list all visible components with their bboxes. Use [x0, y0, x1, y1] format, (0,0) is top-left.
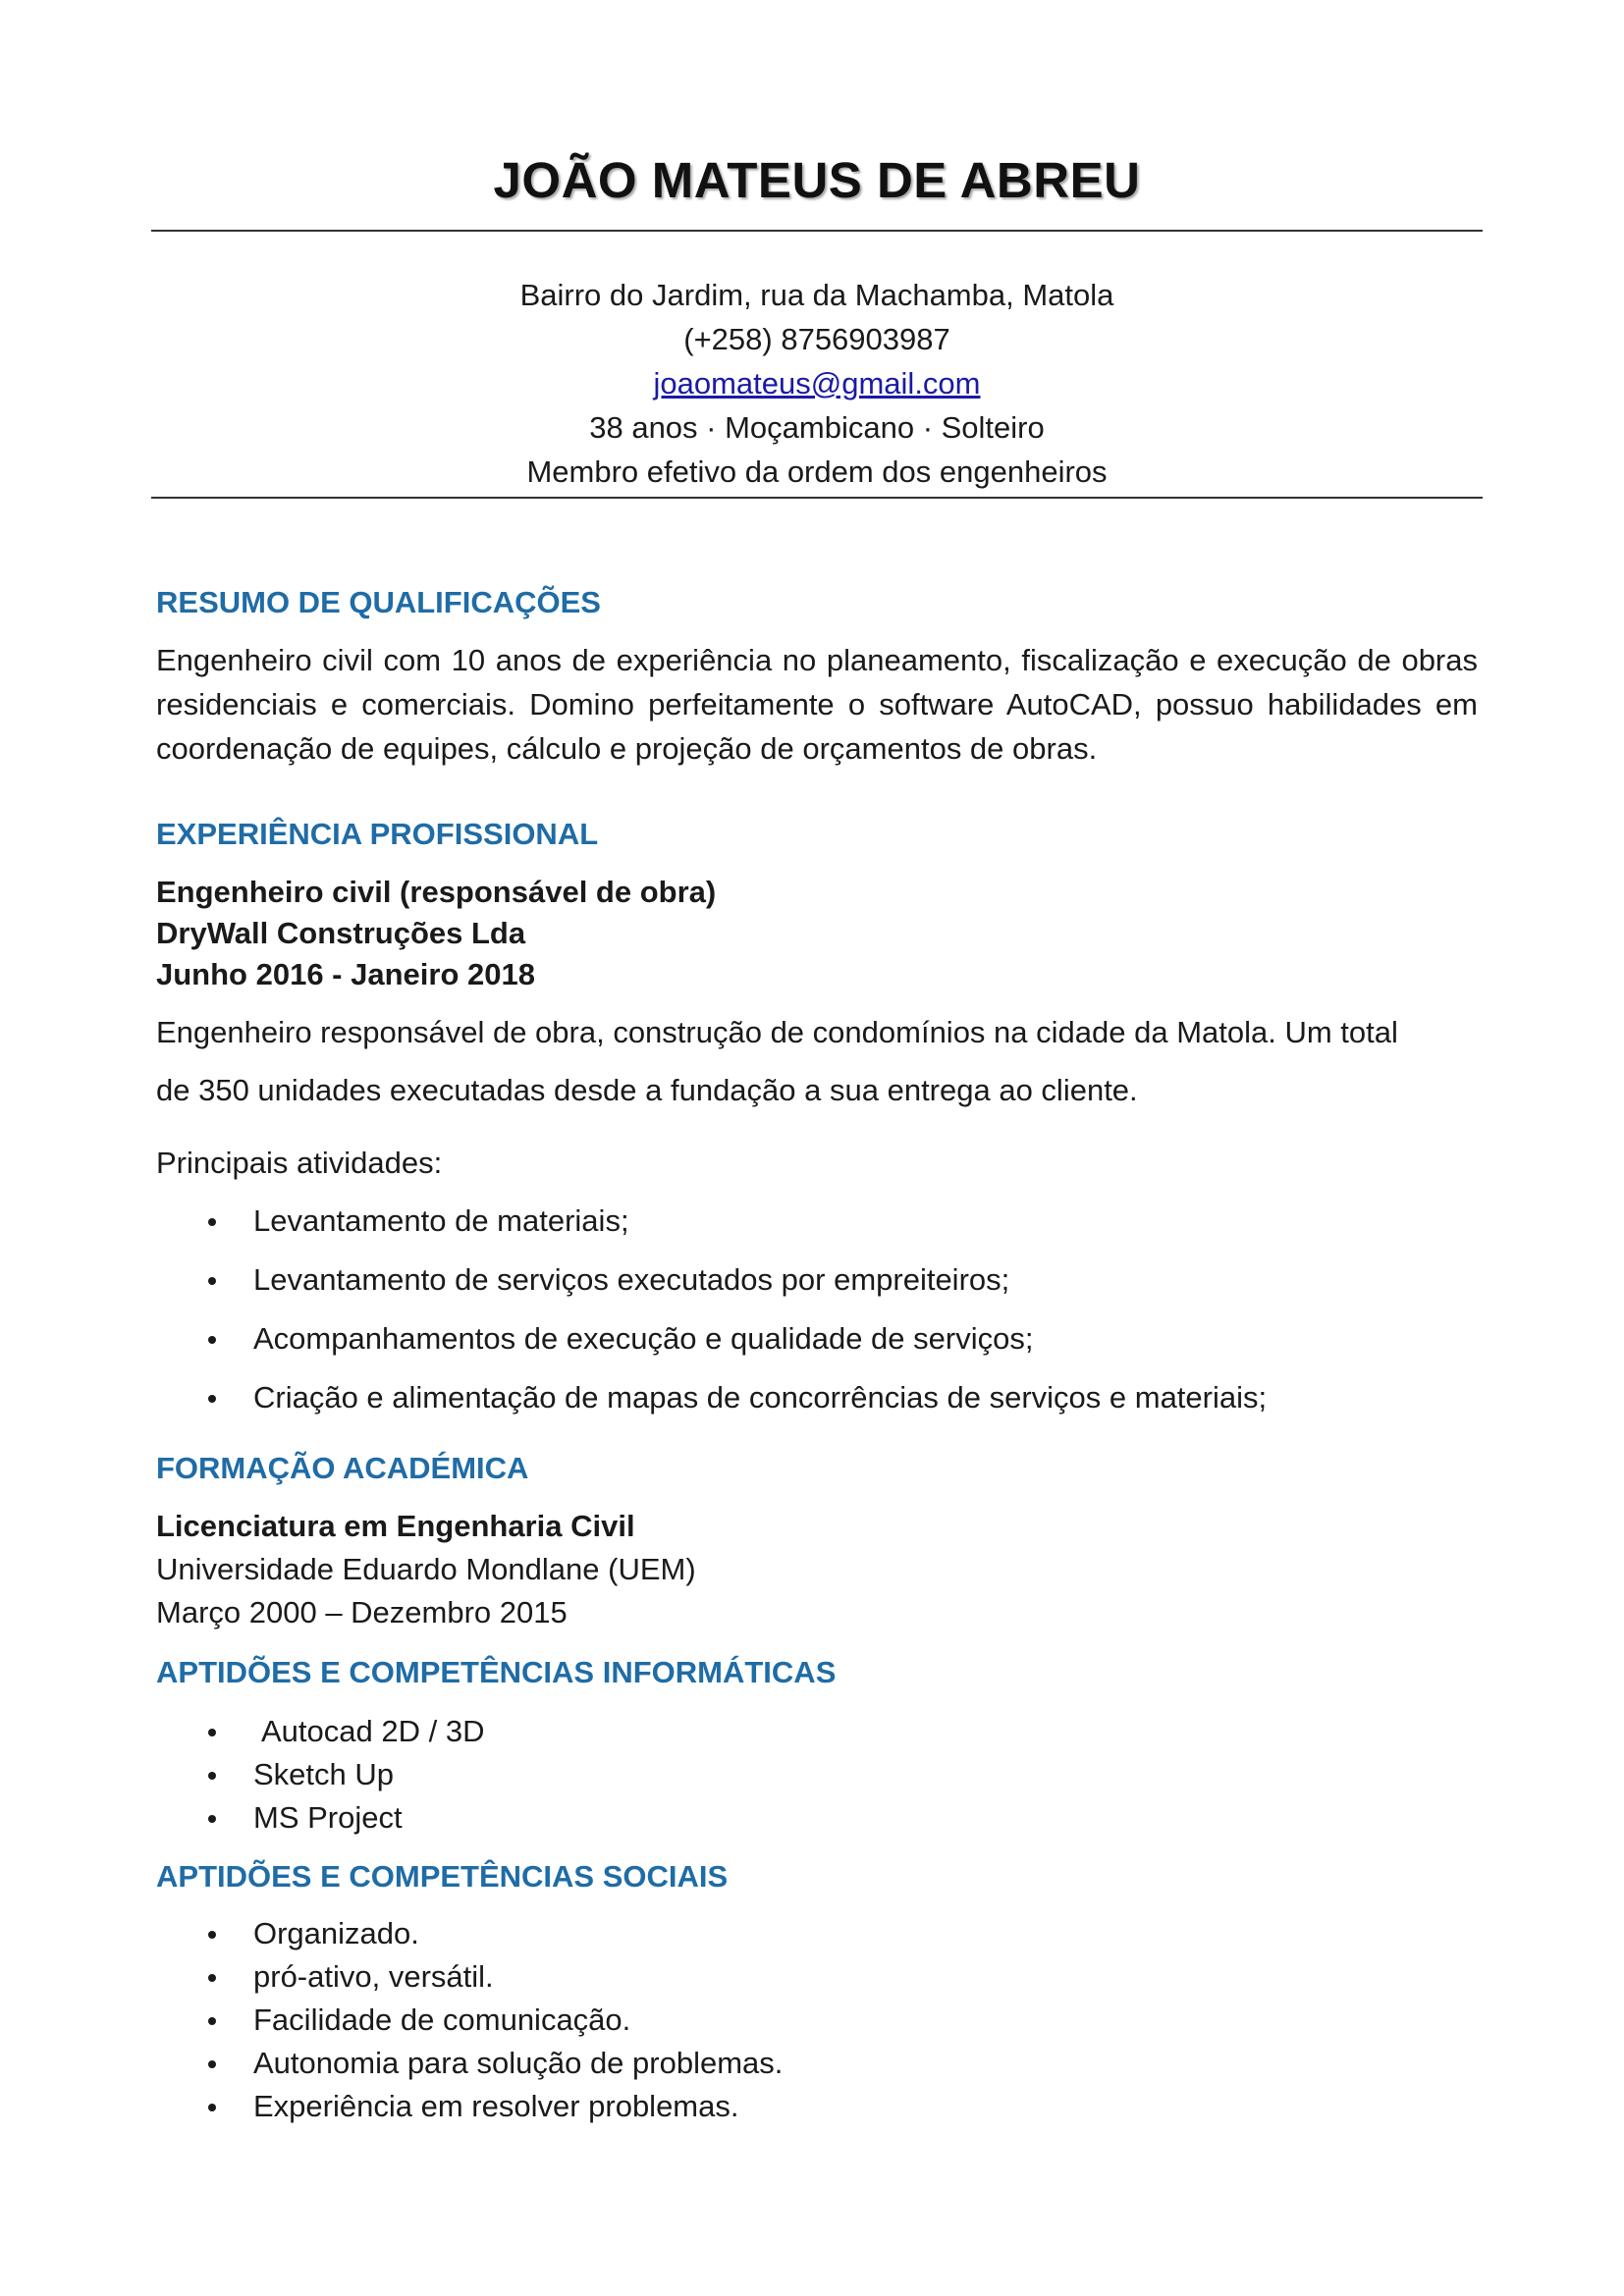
experience-role: Engenheiro civil (responsável de obra) [156, 875, 717, 909]
bullet-icon [208, 2017, 216, 2025]
membership: Membro efetivo da ordem dos engenheiros [526, 454, 1108, 489]
address: Bairro do Jardim, rua da Machamba, Matola [519, 278, 1114, 312]
education-period: Março 2000 – Dezembro 2015 [156, 1595, 568, 1629]
social-skills-title: APTIDÕES E COMPETÊNCIAS SOCIAIS [156, 1859, 729, 1894]
bullet-icon [208, 1218, 216, 1226]
education-title: FORMAÇÃO ACADÉMICA [156, 1451, 529, 1485]
bullet-icon [208, 1931, 216, 1939]
experience-title: EXPERIÊNCIA PROFISSIONAL [156, 817, 599, 851]
summary-title: RESUMO DE QUALIFICAÇÕES [156, 585, 601, 619]
education-degree: Licenciatura em Engenharia Civil [156, 1509, 635, 1543]
it-skills-title: APTIDÕES E COMPETÊNCIAS INFORMÁTICAS [156, 1655, 837, 1689]
experience-period: Junho 2016 - Janeiro 2018 [156, 957, 535, 991]
candidate-name: JOÃO MATEUS DE ABREU [493, 152, 1141, 208]
personal-info: 38 anos · Moçambicano · Solteiro [589, 410, 1045, 445]
header-bottom-divider [151, 497, 1483, 499]
experience-description-line2: de 350 unidades executadas desde a fundação a sua entrega ao cliente. [156, 1073, 1138, 1107]
activities-label: Principais atividades: [156, 1146, 443, 1180]
bullet-icon [208, 1815, 216, 1823]
header-top-divider [151, 230, 1483, 232]
bullet-icon [208, 1772, 216, 1780]
experience-description-line1: Engenheiro responsável de obra, construção de condomínios na cidade da Matola. Um total [156, 1015, 1398, 1049]
contact-block [151, 273, 1483, 494]
bullet-icon [208, 2104, 216, 2111]
bullet-icon [208, 1395, 216, 1403]
phone: (+258) 8756903987 [683, 322, 950, 356]
experience-company: DryWall Construções Lda [156, 916, 526, 950]
bullet-icon [208, 1277, 216, 1285]
bullet-icon [208, 2060, 216, 2068]
summary-text: Engenheiro civil com 10 anos de experiência no planeamento, fiscalização e execução de obras residenciais e comerciais. Domino perfeitamente o software AutoCAD, possuo habilidades em coordenação de equipes, cálculo e projeção de orçamentos de obras. [156, 643, 1478, 766]
email-link[interactable]: joaomateus@gmail.com [653, 366, 981, 400]
bullet-icon [208, 1729, 216, 1736]
resume-page: JOÃO MATEUS DE ABREU Bairro do Jardim, rua da Machamba, Matola (+258) 8756903987 joaomateus@gmail.com 38 anos · Moçambicano · Solteiro Membro efetivo da ordem dos engenheiros RESUMO DE QUALIFICAÇÕES Engenheiro civil com 10 anos de experiência no planeamento, fiscalização e execução de obras residenciais e comerciais. Domino perfeitamente o software AutoCAD, possuo habilidades em coordenação de equipes, cálculo e projeção de orçamentos de obras. EXPERIÊNCIA PROFISSIONAL Engenheiro civil (responsável de obra) DryWall Construções Lda Junho 2016 - Janeiro 2018 Engenheiro responsável de obra, construção de condomínios na cidade da Matola. Um total de 350 unidades executadas desde a fundação a sua entrega ao cliente. Principais atividades: Levantamento de materiais; Levantamento de serviços executados por empreiteiros; Acompanhamentos de execução e qualidade de serviços; Criação e alimentação de mapas de concorrências de serviços e materiais; FORMAÇÃO ACADÉMICA Licenciatura em Engenharia Civil Universidade Eduardo Mondlane (UEM) Março 2000 – Dezembro 2015 APTIDÕES E COMPETÊNCIAS INFORMÁTICAS Autocad 2D / 3D Sketch Up MS Project APTIDÕES E COMPETÊNCIAS SOCIAIS Organizado. pró-ativo, versátil. Facilidade de comunicação. Autonomia para solução de problemas. Experiência em resolver problemas. [0, 0, 1624, 2296]
bullet-icon [208, 1974, 216, 1982]
education-institution: Universidade Eduardo Mondlane (UEM) [156, 1552, 696, 1586]
bullet-icon [208, 1336, 216, 1344]
